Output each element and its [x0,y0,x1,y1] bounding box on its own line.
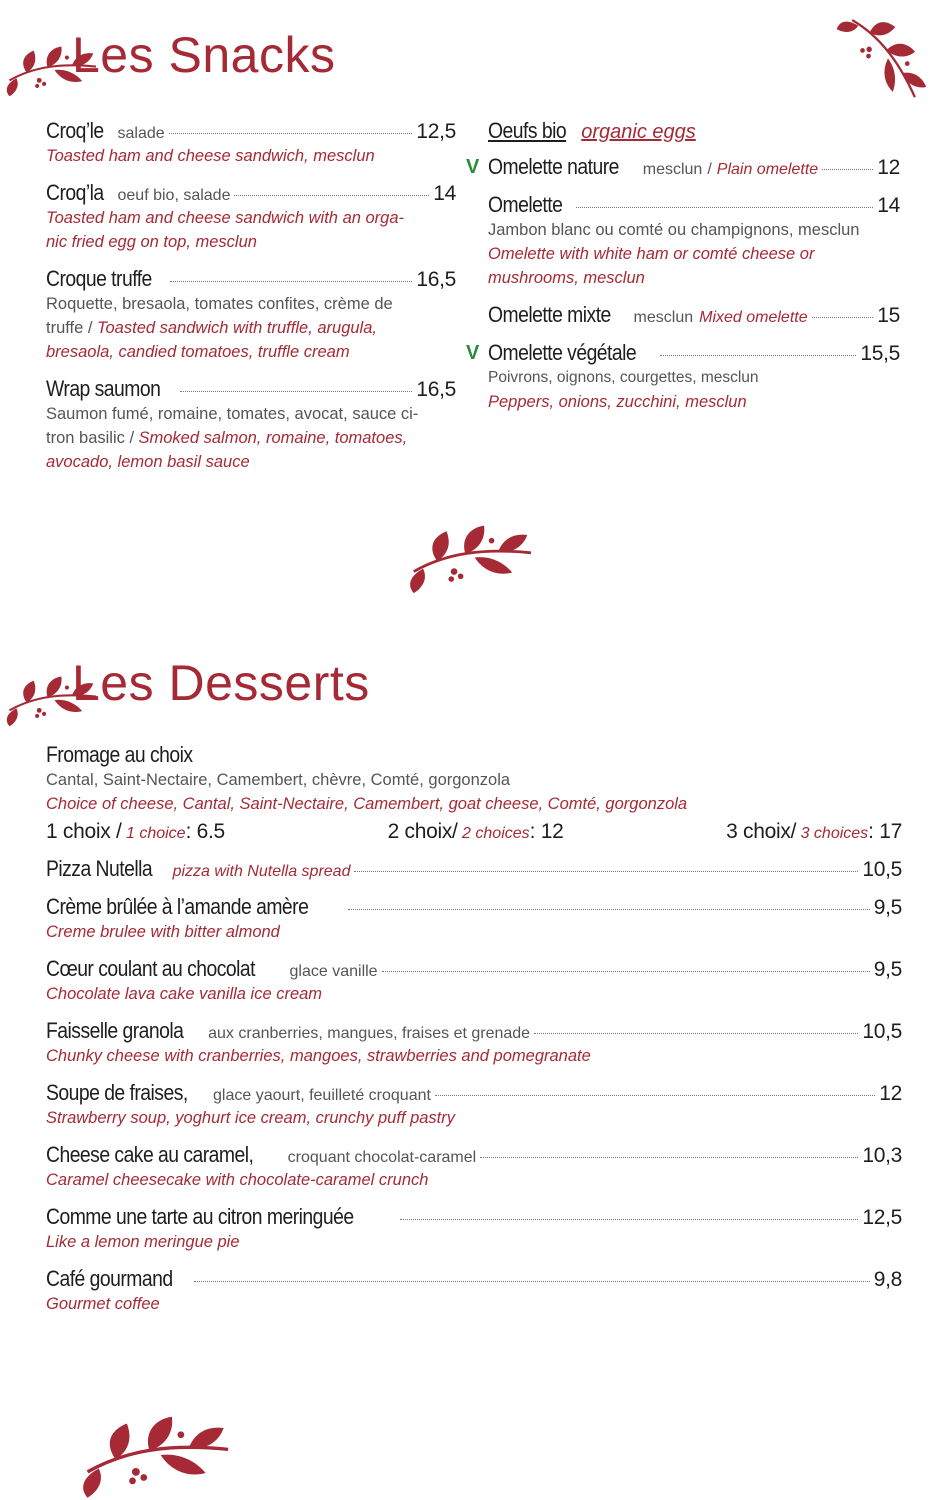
item-en: Smoked salmon, romaine, tomatoes, [138,429,408,447]
item-fr-inline: aux cranberries, mangues, fraises et grenade [208,1025,531,1042]
item-en: Choice of cheese, Cantal, Saint-Nectaire, Camembert, goat cheese, Comté, gorgonzola [46,795,688,813]
item-price: 10,5 [862,858,902,881]
dot-leader [812,317,874,318]
item-name: Croque truffe [46,266,152,291]
item-fr: Poivrons, oignons, courgettes, mesclun [488,369,759,386]
desserts-column [46,742,902,1328]
item-name: Cheese cake au caramel, [46,1142,254,1167]
cheese-option: 1 choix / 1 choice: 6.5 [46,820,225,843]
section-title-desserts: Les Desserts [72,655,370,711]
section-title-snacks: Les Snacks [72,27,336,83]
item-name: Crème brûlée à l’amande amère [46,894,309,919]
dot-leader [435,1095,875,1096]
menu-item [46,894,902,944]
dot-leader [234,195,429,196]
item-en: Caramel cheesecake with chocolate-caramel crunch [46,1171,429,1189]
dot-leader [534,1033,858,1034]
leaf-branch-icon [0,1410,310,1500]
item-fr: Roquette, bresaola, tomates confites, crème de [46,295,393,313]
dot-leader [354,871,858,872]
item-name: Faisselle granola [46,1018,184,1043]
item-price: 10,5 [862,1020,902,1043]
item-en: mushrooms, mesclun [488,269,645,287]
eggs-heading [488,118,900,144]
item-en: Like a lemon meringue pie [46,1233,240,1251]
item-price: 15,5 [860,342,900,365]
item-name: Omelette mixte [488,302,611,327]
menu-item [46,118,456,168]
menu-item [46,1266,902,1316]
item-fr: tron basilic / [46,429,135,447]
dot-leader [822,169,873,170]
item-price: 14 [877,194,900,217]
menu-item [46,956,902,1006]
item-fr-inline: mesclun [642,161,703,178]
separator: / [707,161,712,178]
menu-item [46,1142,902,1192]
dot-leader [348,909,870,910]
item-fr-inline: croquant chocolat-caramel [287,1149,477,1166]
item-price: 12 [877,156,900,179]
menu-item [46,856,902,882]
item-name: Croq’la [46,180,104,205]
heading-en: organic eggs [581,121,696,143]
item-en: Chunky cheese with cranberries, mangoes, strawberries and pomegranate [46,1047,591,1065]
dot-leader [400,1219,859,1220]
item-en: Gourmet coffee [46,1295,160,1313]
item-en: Strawberry soup, yoghurt ice cream, crunchy puff pastry [46,1109,456,1127]
item-en-inline: pizza with Nutella spread [172,863,351,880]
item-name: Omelette nature [488,154,619,179]
leaf-branch-icon [370,520,570,595]
item-price: 12 [879,1082,902,1105]
vegetarian-leaf-icon: V [466,342,480,364]
dot-leader [169,133,413,134]
item-price: 12,5 [862,1206,902,1229]
item-fr: Jambon blanc ou comté ou champignons, mesclun [488,221,860,239]
cheese-item [46,742,902,844]
item-en: avocado, lemon basil sauce [46,453,250,471]
dot-leader [194,1281,870,1282]
menu-item [46,1018,902,1068]
menu-item [46,1080,902,1130]
item-price: 16,5 [416,268,456,291]
menu-item [466,340,900,414]
item-name: Pizza Nutella [46,856,153,881]
item-en: Toasted ham and cheese sandwich, mesclun [46,147,375,165]
item-price: 9,5 [873,958,902,981]
snacks-right-column [466,118,900,426]
dot-leader [382,971,870,972]
item-name: Café gourmand [46,1266,173,1291]
menu-item [46,180,456,254]
item-fr: Saumon fumé, romaine, tomates, avocat, sauce ci- [46,405,419,423]
item-name: Omelette [488,192,563,217]
menu-item [46,266,456,364]
dot-leader [576,207,873,208]
dot-leader [480,1157,858,1158]
item-price: 9,5 [873,896,902,919]
item-en: nic fried egg on top, mesclun [46,233,257,251]
item-en: Peppers, onions, zucchini, mesclun [488,393,747,411]
snacks-left-column [46,118,456,486]
item-name: Wrap saumon [46,376,161,401]
item-fr-inline: salade [117,125,165,142]
dot-leader [660,355,856,356]
menu-item [46,1204,902,1254]
item-en: bresaola, candied tomatoes, truffle cream [46,343,350,361]
menu-item [488,302,900,328]
item-name: Croq’le [46,118,104,143]
item-price: 15 [877,304,900,327]
menu-item [488,192,900,290]
heading-name: Oeufs bio [488,118,567,143]
item-fr-inline: oeuf bio, salade [117,187,231,204]
item-en: Toasted sandwich with truffle, arugula, [96,319,377,337]
cheese-option: 2 choix/ 2 choices: 12 [387,820,564,843]
item-price: 10,3 [862,1144,902,1167]
menu-item [46,376,456,474]
item-en-inline: Plain omelette [716,161,819,178]
item-fr: Cantal, Saint-Nectaire, Camembert, chèvre, Comté, gorgonzola [46,771,511,789]
item-fr: truffe / [46,319,93,337]
item-price: 16,5 [416,378,456,401]
item-fr-inline: glace vanille [289,963,378,980]
item-en-inline: Mixed omelette [699,309,808,326]
leaf-branch-icon [835,0,937,110]
cheese-option: 3 choix/ 3 choices: 17 [726,820,902,843]
item-en: Toasted ham and cheese sandwich with an orga- [46,209,405,227]
dot-leader [170,281,412,282]
item-en: Omelette with white ham or comté cheese or [488,245,815,263]
dot-leader [180,391,412,392]
item-en: Creme brulee with bitter almond [46,923,280,941]
vegetarian-leaf-icon: V [466,156,480,178]
item-name: Cœur coulant au chocolat [46,956,256,981]
item-name: Soupe de fraises, [46,1080,188,1105]
item-price: 12,5 [416,120,456,143]
item-price: 14 [433,182,456,205]
item-fr-inline: mesclun [633,309,694,326]
item-name: Omelette végétale [488,340,637,365]
menu-item [466,154,900,180]
item-en: Chocolate lava cake vanilla ice cream [46,985,323,1003]
cheese-options [46,820,902,844]
item-price: 9,8 [873,1268,902,1291]
item-name: Comme une tarte au citron meringuée [46,1204,354,1229]
item-fr-inline: glace yaourt, feuilleté croquant [213,1087,431,1104]
item-name: Fromage au choix [46,742,193,767]
